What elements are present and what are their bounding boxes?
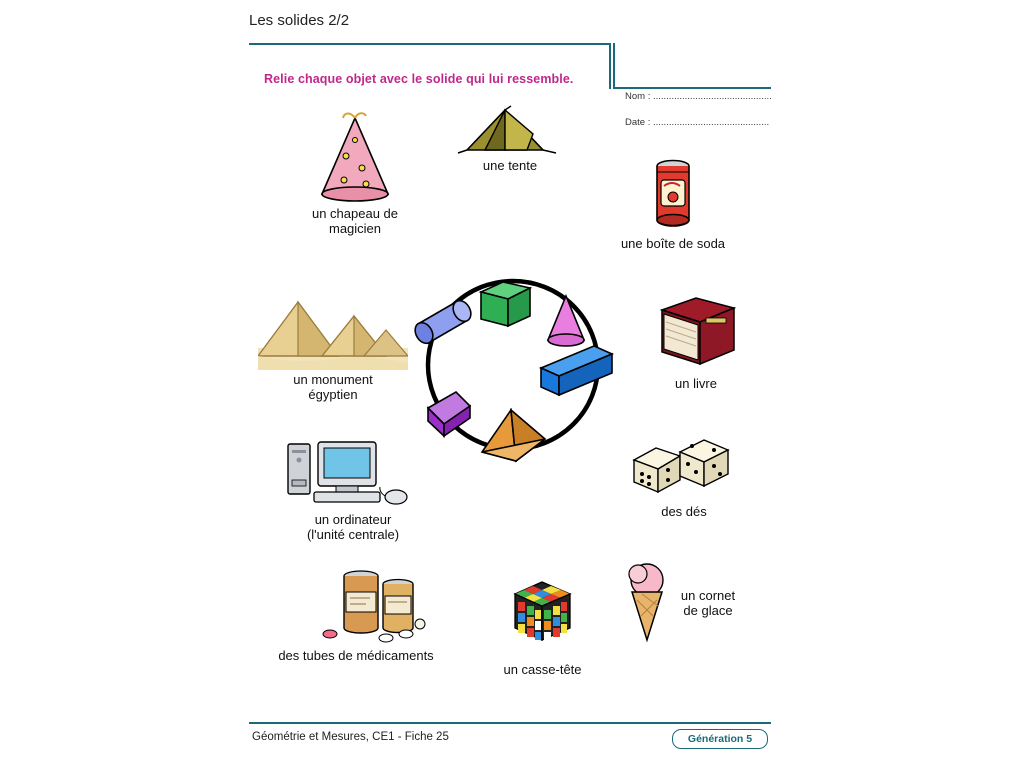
party-hat-icon [300, 110, 410, 205]
solid-cylinder [412, 297, 475, 346]
name-field[interactable]: Nom : ............................................. [625, 91, 772, 102]
object-label-ordinateur-2: (l'unité centrale) [306, 527, 400, 542]
ice-cream-cone-icon [612, 556, 682, 646]
object-pyramide[interactable] [258, 286, 408, 406]
object-chapeau[interactable] [300, 110, 410, 240]
object-cornet[interactable] [612, 556, 736, 656]
soda-can-icon [608, 152, 738, 234]
object-medicaments[interactable] [266, 562, 446, 672]
object-label-des: des dés [661, 504, 707, 519]
medicine-tubes-icon [266, 562, 446, 647]
dice-icon [624, 432, 744, 504]
object-label-cornet-2: de glace [683, 603, 733, 618]
object-livre[interactable] [640, 292, 752, 402]
solid-prism-blue [541, 346, 612, 395]
computer-icon [278, 434, 428, 512]
object-label-chapeau-1: un chapeau de [311, 206, 399, 221]
solid-pyramid-orange [482, 410, 545, 461]
object-label-soda: une boîte de soda [620, 236, 726, 251]
pyramids-icon [258, 286, 408, 371]
book-icon [640, 292, 752, 374]
footer-rule [249, 722, 771, 724]
object-ordinateur[interactable] [278, 434, 428, 554]
object-label-pyramide-2: égyptien [308, 387, 358, 402]
object-label-cornet-1: un cornet [680, 588, 736, 603]
solid-cone-pink [548, 296, 584, 346]
object-label-medicaments: des tubes de médicaments [278, 648, 434, 663]
object-cassetete[interactable] [485, 576, 600, 676]
object-tente[interactable] [455, 104, 565, 174]
object-label-livre: un livre [675, 376, 717, 391]
name-date-box [613, 43, 772, 128]
header-rule [249, 43, 611, 45]
object-label-tente: une tente [482, 158, 538, 173]
publisher-badge: Génération 5 [672, 729, 768, 749]
object-label-pyramide-1: un monument [293, 372, 373, 387]
page-title: Les solides 2/2 [249, 12, 350, 29]
rubiks-cube-icon [485, 576, 600, 658]
object-soda[interactable] [608, 152, 738, 257]
object-label-chapeau-2: magicien [328, 221, 382, 236]
instruction-text: Relie chaque objet avec le solide qui lui ressemble. [264, 72, 574, 86]
header-rule-end [609, 43, 611, 89]
solids-ring [408, 258, 618, 473]
object-label-ordinateur-1: un ordinateur [314, 512, 392, 527]
namebox-divider [613, 43, 615, 89]
solid-cube [481, 282, 530, 326]
tent-icon [455, 104, 565, 156]
date-field[interactable]: Date : ............................................ [625, 117, 770, 128]
object-label-cassetete: un casse-tête [503, 662, 582, 677]
footer-reference: Géométrie et Mesures, CE1 - Fiche 25 [252, 731, 449, 743]
object-des[interactable] [624, 432, 744, 527]
namebox-underline [613, 87, 771, 89]
